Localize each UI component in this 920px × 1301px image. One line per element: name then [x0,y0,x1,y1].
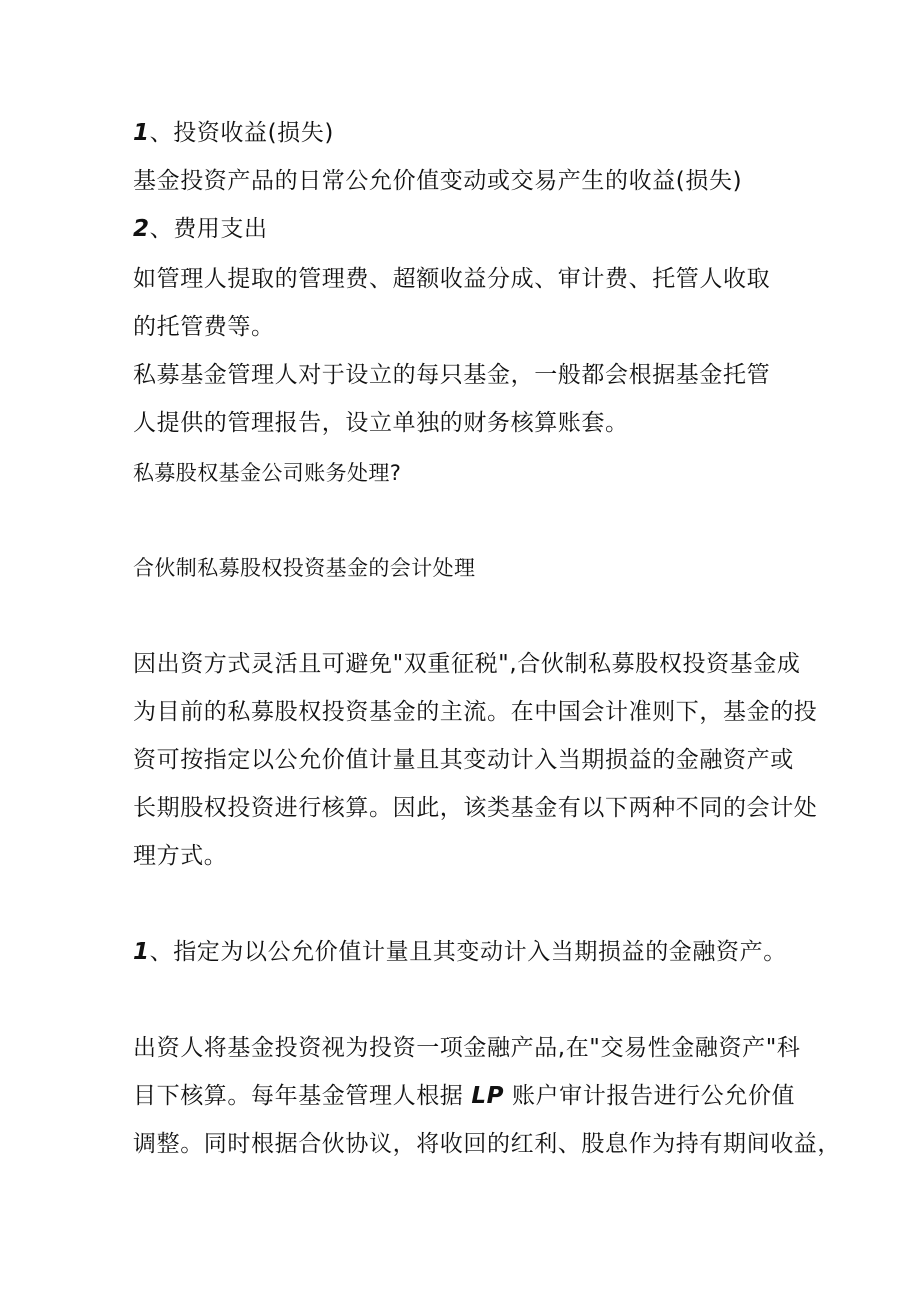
intro-line5: 理方式。 [133,843,228,869]
intro-line4: 长期股权投资进行核算。因此，该类基金有以下两种不同的会计处 [133,795,818,821]
method1-line2 [133,1081,795,1111]
article-title: 合伙制私募股权投资基金的会计处理 [133,556,476,580]
intro-line1: 因出资方式灵活且可避免"双重征税",合伙制私募股权投资基金成 [133,651,801,677]
section1-body: 基金投资产品的日常公允价值变动或交易产生的收益(损失) [133,168,743,194]
section2-body-line2: 的托管费等。 [133,314,275,340]
method1-line1: 出资人将基金投资视为投资一项金融产品,在"交易性金融资产"科 [133,1035,801,1061]
section2-body-line1: 如管理人提取的管理费、超额收益分成、审计费、托管人收取 [133,266,771,292]
private-fund-line1: 私募基金管理人对于设立的每只基金，一般都会根据基金托管 [133,362,771,388]
section2-heading-text: 、费用支出 [149,216,268,242]
method1-heading-text: 、指定为以公允价值计量且其变动计入当期损益的金融资产。 [149,939,787,965]
lp-label: LP [471,1083,505,1109]
section1-heading [133,118,334,148]
section1-number: 1 [133,120,150,146]
method1-line2-pre: 目下核算。每年基金管理人根据 [133,1083,472,1109]
method1-heading [133,937,787,967]
intro-line2: 为目前的私募股权投资基金的主流。在中国会计准则下，基金的投 [133,699,818,725]
method1-line2-post: 账户审计报告进行公允价值 [504,1083,796,1109]
method1-number: 1 [133,939,150,965]
section2-number: 2 [133,216,150,242]
method1-line3: 调整。同时根据合伙协议，将收回的红利、股息作为持有期间收益， [133,1131,841,1157]
section1-heading-text: 、投资收益(损失) [149,120,334,146]
section2-heading [133,214,268,244]
intro-line3: 资可按指定以公允价值计量且其变动计入当期损益的金融资产或 [133,747,794,773]
private-fund-line2: 人提供的管理报告，设立单独的财务核算账套。 [133,410,629,436]
question-line: 私募股权基金公司账务处理? [133,461,402,485]
